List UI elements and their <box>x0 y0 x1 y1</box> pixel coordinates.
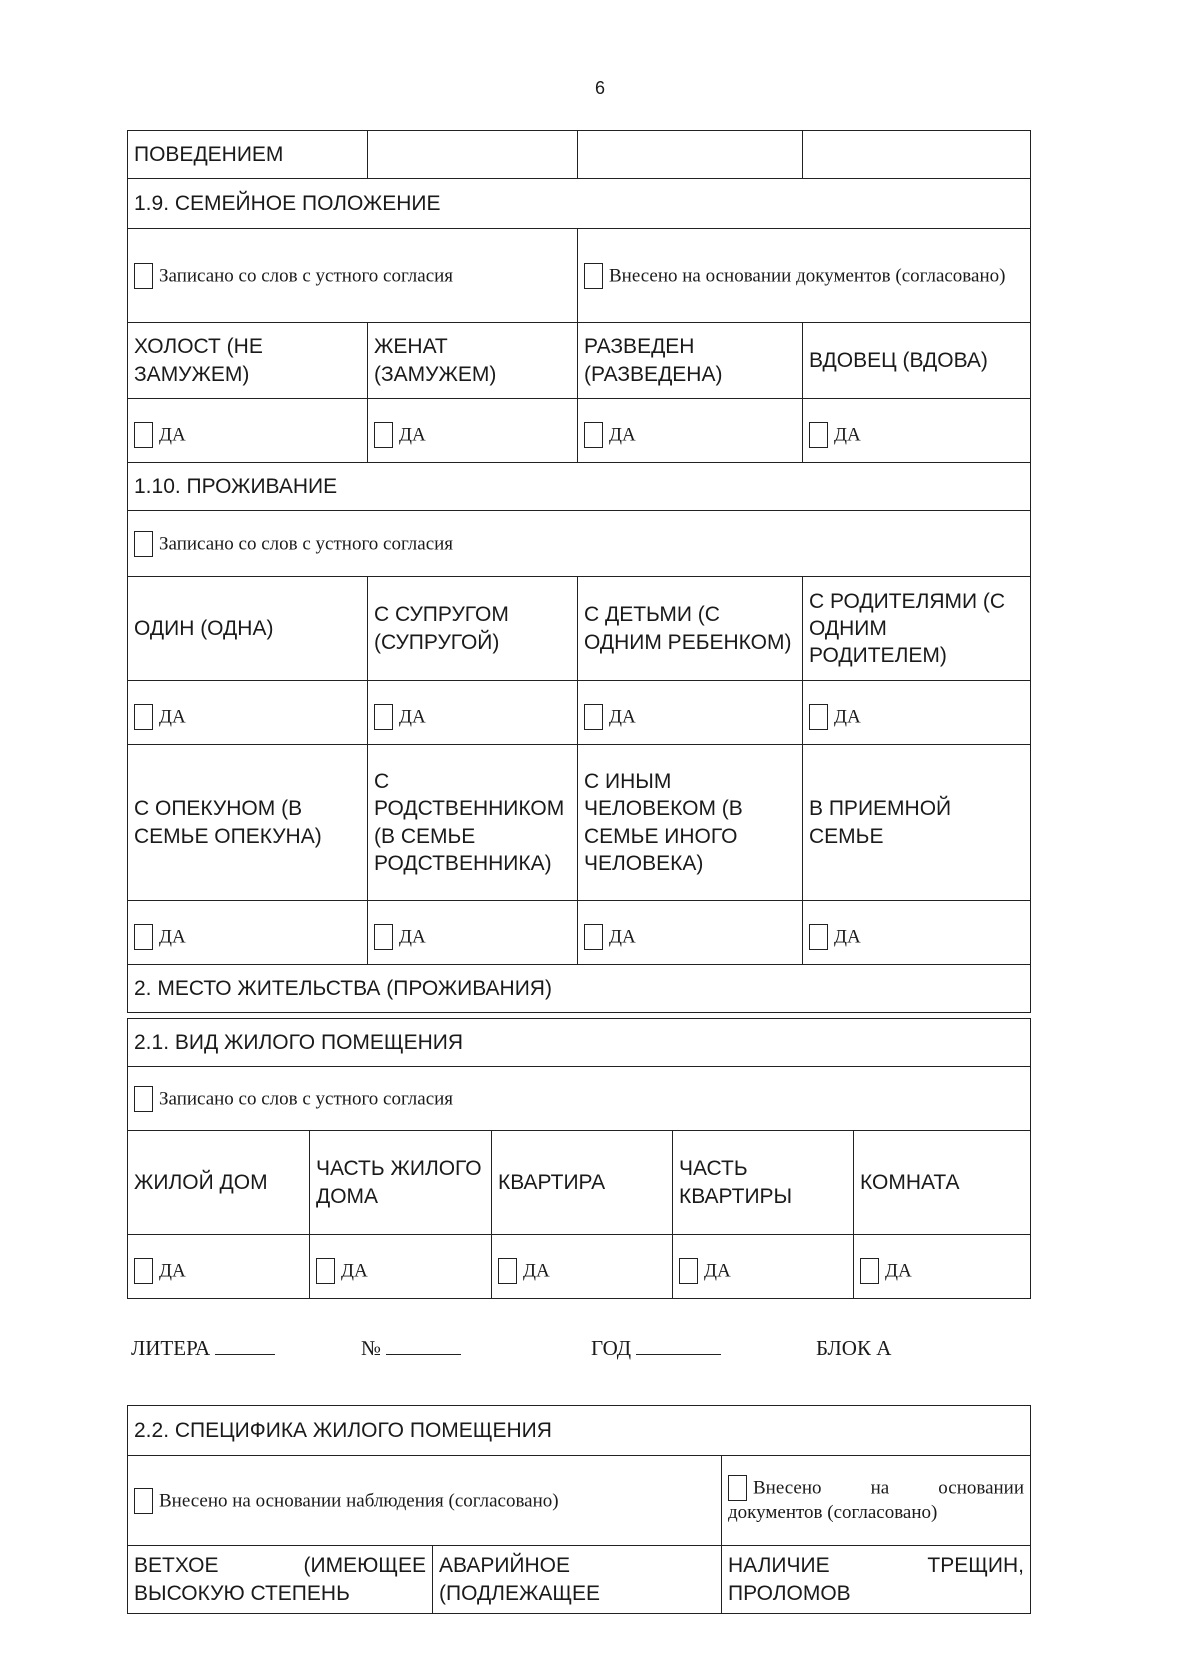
yes-label: ДА <box>341 1260 368 1282</box>
section-title-housing-specifics: 2.2. СПЕЦИФИКА ЖИЛОГО ПОМЕЩЕНИЯ <box>128 1406 1031 1456</box>
year-label: ГОД <box>591 1336 632 1360</box>
residence-option: С РОДСТВЕННИКОМ (В СЕМЬЕ РОДСТВЕННИКА) <box>368 745 578 901</box>
year-input[interactable] <box>636 1340 721 1355</box>
yes-cell <box>310 1235 492 1299</box>
yes-checkbox[interactable] <box>860 1258 879 1284</box>
residence-option: С ИНЫМ ЧЕЛОВЕКОМ (В СЕМЬЕ ИНОГО ЧЕЛОВЕКА) <box>578 745 803 901</box>
yes-label: ДА <box>159 706 186 728</box>
housing-source-oral-label: Записано со слов с устного согласия <box>159 1087 454 1109</box>
yes-cell <box>854 1235 1031 1299</box>
family-option: РАЗВЕДЕН (РАЗВЕДЕНА) <box>578 323 803 399</box>
specifics-option: ВЕТХОЕ (ИМЕЮЩЕЕ ВЫСОКУЮ СТЕПЕНЬ <box>128 1546 433 1614</box>
litera-field <box>131 1336 275 1361</box>
number-input[interactable] <box>386 1340 461 1355</box>
family-residence-table <box>127 130 1031 1013</box>
empty-cell <box>578 131 803 179</box>
section-title-housing-type: 2.1. ВИД ЖИЛОГО ПОМЕЩЕНИЯ <box>128 1019 1031 1067</box>
residence-option: С РОДИТЕЛЯМИ (С ОДНИМ РОДИТЕЛЕМ) <box>803 577 1031 681</box>
yes-cell <box>368 681 578 745</box>
year-field <box>591 1336 721 1361</box>
litera-label: ЛИТЕРА <box>131 1336 211 1360</box>
specifics-docs-source-label: Внесено на основании документов (согласовано) <box>728 1477 1025 1524</box>
residence-option: С ОПЕКУНОМ (В СЕМЬЕ ОПЕКУНА) <box>128 745 368 901</box>
yes-cell <box>368 901 578 965</box>
yes-checkbox[interactable] <box>584 422 603 448</box>
housing-option: КВАРТИРА <box>492 1131 673 1235</box>
yes-label: ДА <box>399 706 426 728</box>
yes-checkbox[interactable] <box>809 422 828 448</box>
number-label: № <box>361 1336 382 1360</box>
yes-checkbox[interactable] <box>374 704 393 730</box>
yes-label: ДА <box>159 926 186 948</box>
yes-label: ДА <box>609 706 636 728</box>
yes-cell <box>492 1235 673 1299</box>
source-docs-checkbox[interactable] <box>584 263 603 289</box>
source-docs-label: Внесено на основании документов (согласовано) <box>609 264 1006 286</box>
yes-checkbox[interactable] <box>584 704 603 730</box>
yes-checkbox[interactable] <box>134 422 153 448</box>
row-label-behavior: ПОВЕДЕНИЕМ <box>128 131 368 179</box>
yes-cell <box>128 399 368 463</box>
observation-source-cell <box>128 1456 722 1546</box>
yes-checkbox[interactable] <box>498 1258 517 1284</box>
family-option: ЖЕНАТ (ЗАМУЖЕМ) <box>368 323 578 399</box>
specifics-option: АВАРИЙНОЕ (ПОДЛЕЖАЩЕЕ <box>433 1546 722 1614</box>
residence-source-oral-checkbox[interactable] <box>134 531 153 557</box>
yes-label: ДА <box>704 1260 731 1282</box>
yes-cell <box>128 1235 310 1299</box>
housing-type-table <box>127 1018 1031 1299</box>
yes-checkbox[interactable] <box>134 704 153 730</box>
yes-label: ДА <box>609 926 636 948</box>
yes-cell <box>803 681 1031 745</box>
residence-source-oral-label: Записано со слов с устного согласия <box>159 532 454 554</box>
yes-cell <box>803 901 1031 965</box>
specifics-docs-source-cell <box>722 1456 1031 1546</box>
housing-option: КОМНАТА <box>854 1131 1031 1235</box>
yes-label: ДА <box>523 1260 550 1282</box>
residence-option: С ДЕТЬМИ (С ОДНИМ РЕБЕНКОМ) <box>578 577 803 681</box>
family-option: ХОЛОСТ (НЕ ЗАМУЖЕМ) <box>128 323 368 399</box>
yes-cell <box>368 399 578 463</box>
residence-option: ОДИН (ОДНА) <box>128 577 368 681</box>
yes-checkbox[interactable] <box>316 1258 335 1284</box>
housing-option: ЧАСТЬ КВАРТИРЫ <box>673 1131 854 1235</box>
housing-specifics-table <box>127 1405 1031 1614</box>
yes-label: ДА <box>159 424 186 446</box>
yes-checkbox[interactable] <box>584 924 603 950</box>
yes-checkbox[interactable] <box>134 1258 153 1284</box>
block-label: БЛОК А <box>816 1336 892 1360</box>
empty-cell <box>368 131 578 179</box>
yes-checkbox[interactable] <box>374 422 393 448</box>
yes-cell <box>128 901 368 965</box>
litera-input[interactable] <box>215 1340 275 1355</box>
yes-label: ДА <box>834 926 861 948</box>
number-field <box>361 1336 461 1361</box>
yes-cell <box>578 901 803 965</box>
yes-checkbox[interactable] <box>374 924 393 950</box>
housing-source-oral-checkbox[interactable] <box>134 1086 153 1112</box>
residence-option: С СУПРУГОМ (СУПРУГОЙ) <box>368 577 578 681</box>
yes-checkbox[interactable] <box>679 1258 698 1284</box>
yes-cell <box>803 399 1031 463</box>
residence-source-oral-cell <box>128 511 1031 577</box>
source-oral-checkbox[interactable] <box>134 263 153 289</box>
observation-source-checkbox[interactable] <box>134 1488 153 1514</box>
source-docs-cell <box>578 229 1031 323</box>
residence-option: В ПРИЕМНОЙ СЕМЬЕ <box>803 745 1031 901</box>
yes-label: ДА <box>834 706 861 728</box>
housing-option: ЖИЛОЙ ДОМ <box>128 1131 310 1235</box>
yes-cell <box>578 399 803 463</box>
section-title-residence-place: 2. МЕСТО ЖИТЕЛЬСТВА (ПРОЖИВАНИЯ) <box>128 965 1031 1013</box>
source-oral-cell <box>128 229 578 323</box>
yes-checkbox[interactable] <box>134 924 153 950</box>
housing-source-oral-cell <box>128 1067 1031 1131</box>
observation-source-label: Внесено на основании наблюдения (согласовано) <box>159 1489 559 1511</box>
yes-label: ДА <box>609 424 636 446</box>
yes-label: ДА <box>834 424 861 446</box>
section-title-family-status: 1.9. СЕМЕЙНОЕ ПОЛОЖЕНИЕ <box>128 179 1031 229</box>
yes-label: ДА <box>399 424 426 446</box>
housing-option: ЧАСТЬ ЖИЛОГО ДОМА <box>310 1131 492 1235</box>
yes-label: ДА <box>159 1260 186 1282</box>
specifics-option: НАЛИЧИЕ ТРЕЩИН, ПРОЛОМОВ <box>722 1546 1031 1614</box>
page-number: 6 <box>594 78 605 98</box>
specifics-docs-source-checkbox[interactable] <box>728 1475 747 1501</box>
family-option: ВДОВЕЦ (ВДОВА) <box>803 323 1031 399</box>
yes-checkbox[interactable] <box>809 924 828 950</box>
yes-cell <box>578 681 803 745</box>
source-oral-label: Записано со слов с устного согласия <box>159 264 454 286</box>
yes-cell <box>128 681 368 745</box>
yes-cell <box>673 1235 854 1299</box>
empty-cell <box>803 131 1031 179</box>
section-title-residence: 1.10. ПРОЖИВАНИЕ <box>128 463 1031 511</box>
yes-checkbox[interactable] <box>809 704 828 730</box>
yes-label: ДА <box>885 1260 912 1282</box>
yes-label: ДА <box>399 926 426 948</box>
